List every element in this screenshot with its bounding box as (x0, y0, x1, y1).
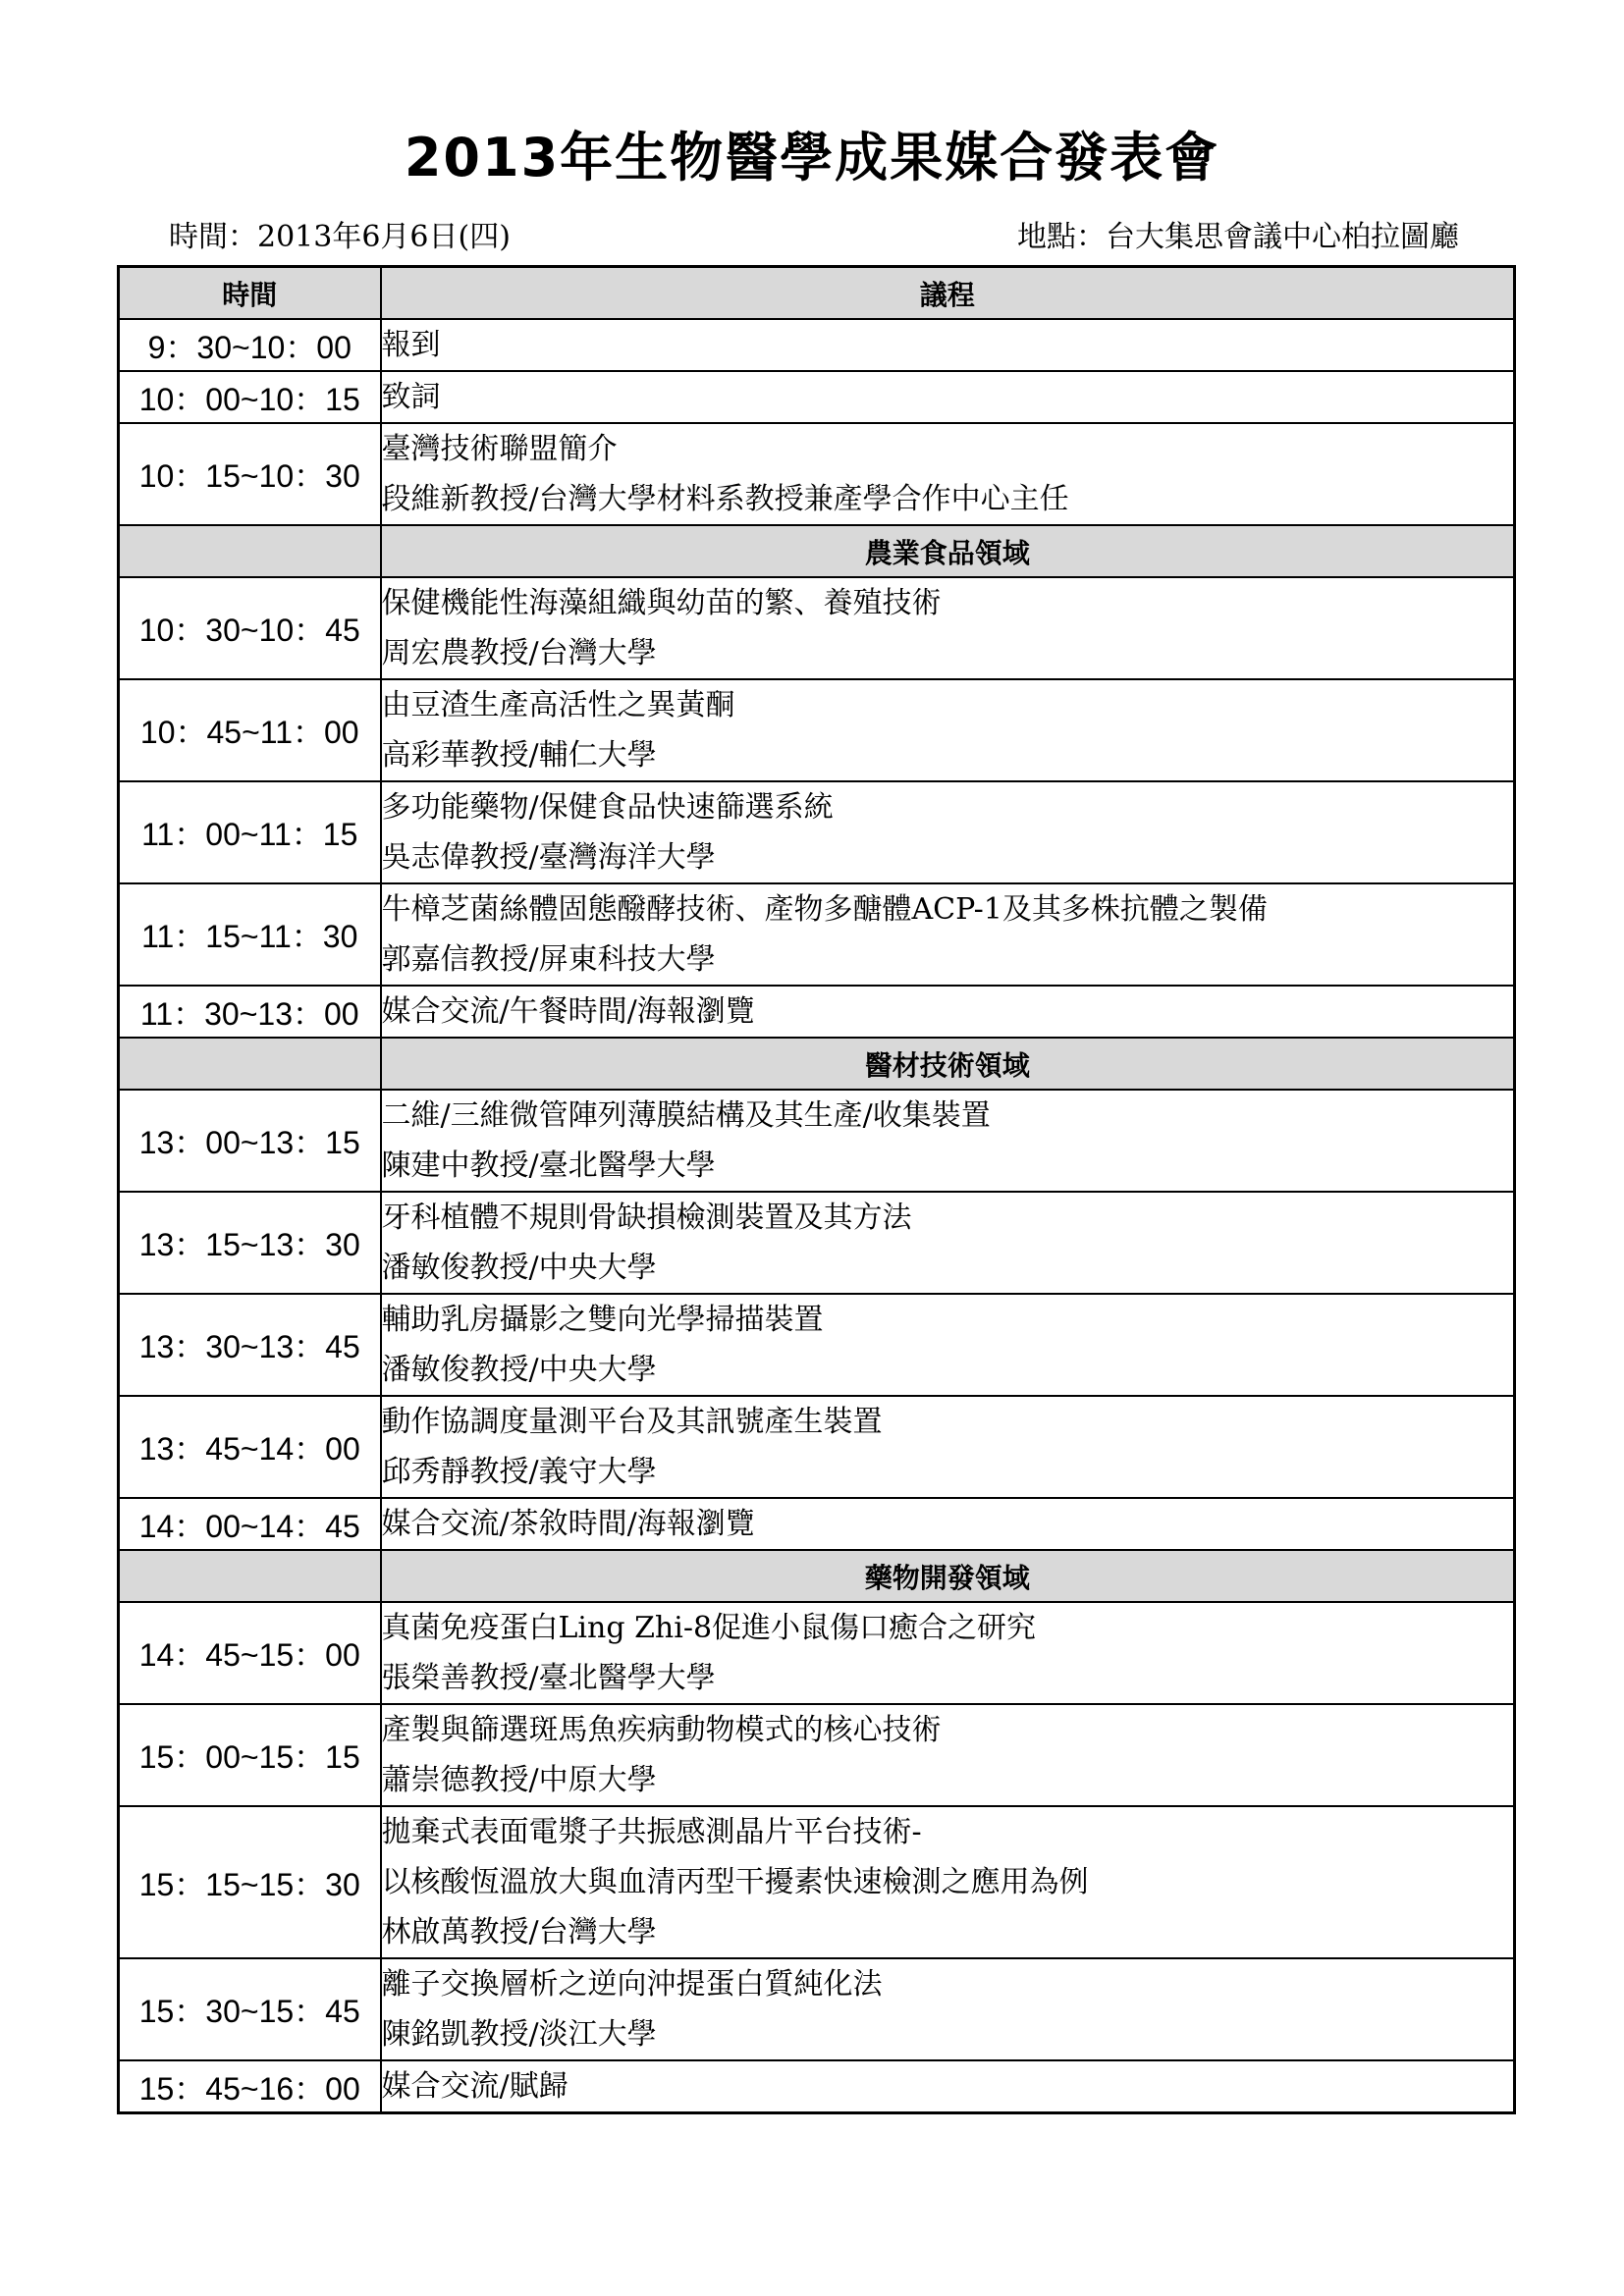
agenda-speaker: 郭嘉信教授/屏東科技大學 (381, 942, 716, 977)
agenda-item (381, 577, 1515, 679)
agenda-row (119, 1396, 1515, 1498)
agenda-time: 11：30~13：00 (119, 986, 381, 1038)
agenda-time: 15：00~15：15 (119, 1704, 381, 1806)
page-title: 2013年生物醫學成果媒合發表會 (404, 127, 1220, 188)
agenda-row (119, 1958, 1515, 2060)
agenda-item (381, 1806, 1515, 1958)
agenda-speaker: 陳銘凱教授/淡江大學 (381, 2017, 657, 2052)
agenda-time: 15：45~16：00 (119, 2060, 381, 2113)
agenda-time: 13：45~14：00 (119, 1396, 381, 1498)
agenda-speaker: 張榮善教授/臺北醫學大學 (381, 1661, 716, 1695)
agenda-item (381, 1294, 1515, 1396)
agenda-row (119, 679, 1515, 781)
agenda-item (381, 1396, 1515, 1498)
agenda-topic: 牛樟芝菌絲體固態醱酵技術、產物多醣體ACP-1及其多株抗體之製備 (381, 892, 1268, 927)
agenda-item (381, 1090, 1515, 1192)
agenda-time: 11：00~11：15 (119, 781, 381, 883)
agenda-topic: 由豆渣生產高活性之異黃酮 (381, 688, 735, 722)
section-time-cell (119, 1038, 381, 1090)
section-title: 醫材技術領域 (381, 1038, 1515, 1090)
agenda-row (119, 319, 1515, 371)
agenda-item (381, 1498, 1515, 1550)
section-row (119, 1550, 1515, 1602)
agenda-topic: 媒合交流/賦歸 (381, 2069, 568, 2104)
agenda-time: 14：00~14：45 (119, 1498, 381, 1550)
agenda-header-row (119, 267, 1515, 320)
section-row (119, 525, 1515, 577)
agenda-time: 13：15~13：30 (119, 1192, 381, 1294)
agenda-topic: 以核酸恆溫放大與血清丙型干擾素快速檢測之應用為例 (381, 1865, 1089, 1899)
agenda-speaker: 潘敏俊教授/中央大學 (381, 1353, 657, 1387)
agenda-time: 10：00~10：15 (119, 371, 381, 423)
agenda-speaker: 林啟萬教授/台灣大學 (381, 1915, 657, 1949)
section-time-cell (119, 525, 381, 577)
agenda-speaker: 陳建中教授/臺北醫學大學 (381, 1148, 716, 1183)
agenda-item (381, 679, 1515, 781)
agenda-item (381, 371, 1515, 423)
agenda-row (119, 1602, 1515, 1704)
agenda-speaker: 潘敏俊教授/中央大學 (381, 1251, 657, 1285)
agenda-speaker: 蕭崇德教授/中原大學 (381, 1763, 657, 1797)
agenda-row (119, 1090, 1515, 1192)
agenda-row (119, 1498, 1515, 1550)
section-time-cell (119, 1550, 381, 1602)
agenda-time: 15：30~15：45 (119, 1958, 381, 2060)
agenda-time: 11：15~11：30 (119, 883, 381, 986)
agenda-item (381, 1192, 1515, 1294)
header-agenda: 議程 (381, 267, 1515, 320)
section-title: 農業食品領域 (381, 525, 1515, 577)
agenda-time: 10：15~10：30 (119, 423, 381, 525)
agenda-body (119, 319, 1515, 2113)
agenda-topic: 拋棄式表面電漿子共振感測晶片平台技術- (381, 1815, 922, 1849)
agenda-time: 9：30~10：00 (119, 319, 381, 371)
agenda-item (381, 423, 1515, 525)
section-row (119, 1038, 1515, 1090)
agenda-time: 15：15~15：30 (119, 1806, 381, 1958)
agenda-row (119, 1294, 1515, 1396)
agenda-topic: 報到 (381, 328, 441, 362)
agenda-topic: 動作協調度量測平台及其訊號產生裝置 (381, 1405, 883, 1439)
agenda-row (119, 1806, 1515, 1958)
agenda-time: 13：30~13：45 (119, 1294, 381, 1396)
agenda-row (119, 986, 1515, 1038)
agenda-speaker: 高彩華教授/輔仁大學 (381, 738, 657, 773)
agenda-topic: 多功能藥物/保健食品快速篩選系統 (381, 790, 834, 825)
agenda-row (119, 781, 1515, 883)
agenda-topic: 離子交換層析之逆向沖提蛋白質純化法 (381, 1967, 883, 2002)
agenda-row (119, 371, 1515, 423)
agenda-row (119, 883, 1515, 986)
agenda-item (381, 1602, 1515, 1704)
section-title: 藥物開發領域 (381, 1550, 1515, 1602)
agenda-topic: 保健機能性海藻組織與幼苗的繁、養殖技術 (381, 586, 942, 620)
agenda-speaker: 吳志偉教授/臺灣海洋大學 (381, 840, 716, 875)
agenda-item (381, 1704, 1515, 1806)
agenda-row (119, 1704, 1515, 1806)
agenda-item (381, 986, 1515, 1038)
agenda-speaker: 邱秀靜教授/義守大學 (381, 1455, 657, 1489)
agenda-time: 10：30~10：45 (119, 577, 381, 679)
agenda-topic: 牙科植體不規則骨缺損檢測裝置及其方法 (381, 1201, 912, 1235)
agenda-topic: 產製與篩選斑馬魚疾病動物模式的核心技術 (381, 1713, 942, 1747)
agenda-table (117, 265, 1516, 2114)
agenda-topic: 媒合交流/午餐時間/海報瀏覽 (381, 994, 755, 1029)
header-time: 時間 (119, 267, 381, 320)
agenda-time: 10：45~11：00 (119, 679, 381, 781)
agenda-topic: 輔助乳房攝影之雙向光學掃描裝置 (381, 1303, 824, 1337)
event-date: 時間：2013年6月6日(四) (169, 220, 511, 254)
agenda-item (381, 781, 1515, 883)
agenda-item (381, 319, 1515, 371)
agenda-topic: 真菌免疫蛋白Ling Zhi-8促進小鼠傷口癒合之研究 (381, 1611, 1037, 1645)
agenda-item (381, 1958, 1515, 2060)
agenda-topic: 致詞 (381, 380, 441, 414)
agenda-row (119, 2060, 1515, 2113)
agenda-item (381, 2060, 1515, 2113)
agenda-time: 13：00~13：15 (119, 1090, 381, 1192)
agenda-speaker: 周宏農教授/台灣大學 (381, 636, 657, 670)
agenda-item (381, 883, 1515, 986)
agenda-topic: 媒合交流/茶敘時間/海報瀏覽 (381, 1507, 755, 1541)
agenda-row (119, 1192, 1515, 1294)
agenda-row (119, 423, 1515, 525)
agenda-topic: 二維/三維微管陣列薄膜結構及其生產/收集裝置 (381, 1098, 991, 1133)
agenda-time: 14：45~15：00 (119, 1602, 381, 1704)
event-venue: 地點：台大集思會議中心柏拉圖廳 (1017, 220, 1459, 254)
agenda-row (119, 577, 1515, 679)
agenda-speaker: 段維新教授/台灣大學材料系教授兼產學合作中心主任 (381, 482, 1069, 516)
agenda-topic: 臺灣技術聯盟簡介 (381, 432, 618, 466)
